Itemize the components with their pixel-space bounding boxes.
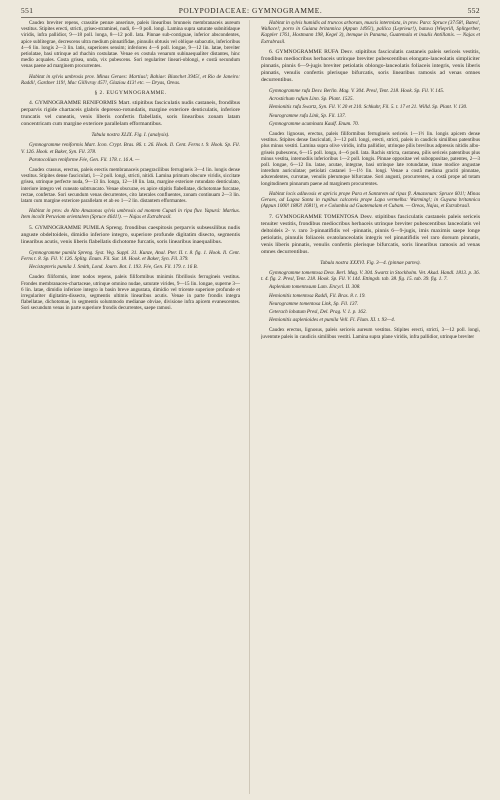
plate-reference: Tabula nostra XLIX. Fig. I. (analysis). [91,132,170,139]
synonym-citation: Acrostichum rufum Linn. Sp. Plant. 1525. [269,96,354,103]
description-paragraph: Caudex erectus, lignosus, paleis sericeis aureum vestitus. Stipites erecti, stricti, 3—12 poll. longi, juventute paleis in caudicis similibus vestiti. Lamina supra plane viridis, infra pallidior, utrinque breviter [261,327,480,340]
description-paragraph: Caudex breviter repens, crassitie pennæ anserinæ, paleis linearibus brunneis membranaceis aureum vestitus. Stipites erecti, stricti, griseo-straminei, nudi, 6—9 poll. longi. Lamina supra saturate subnitidaque viridis, infra pallidior, 9—18 poll. longa, 8—12 poll. lata. Pinnae sub-contiguae, inferior abscondentes, apice sublitegrae, decrescens ultra medium pinnatifidae, pinnulis obtusis vel oblique subacutis, inferioribus 4—6 lin. longis 2—3 lin. latis, superiores sensim; inferiores 4—6 poll. longae, 9—12 lin. latae, breviter petiolatae, basi utrinque ad rhachin costulatae. Venae ex costula venarum subinaequaliter distantes, hinc medio acquales. Costa grisea, unda, vix pubescens. Sori regulariter lineari-oblongi, e costâ secundum venas paene ad marginem procurrentes. [21,20,240,70]
habitat-paragraph: Habitat in prov. do Alto Amazonas sylvis umbrosis ad montem Cupati in ripa fluv. Yapurá: Martius. Item incolit Peruviam orientalem (Spruce 4641!). — Najas et Extrabrasil. [21,208,240,221]
running-title: POLYPODIACEAE: GYMNOGRAMME. [178,6,323,15]
running-header [21,5,480,18]
synonym-citation: Parotocolium reniforme Fée, Gen. Fil. 178. t. 16 A. — [29,156,140,163]
synonym-citation: Hemionitis asplenioides et pumila Vell. Fl. Flum. XI. t. 93—4. [269,317,396,324]
synonym-citation: Gymnogramme acuminata Kaulf. Enum. 70. [269,120,360,127]
species-diagnosis: 6. GYMNOGRAMME RUFA Desv. stipitibus fasciculatis castaneis paleis sericeis vestitis, frondibus mediocribus herbaceis utrinque breviter pubescentibus elongato-lanceolatis simpliciter pinnatis, pinnis 6—9-jugis breviter petiolatis oblongo-lanceolatis foliaceis integris, venis liberis pinnatis, venulis confertis plerisque bifurcatis, soris linearibus ramosis ad venas omnes decurrentibus. [261,48,480,83]
species-diagnosis: 4. GYMNOGRAMME RENIFORMIS Mart. stipitibus fasciculatis nudis castaneis, frondibus perparvis rigide chartaceis glabris depresso-rotundatis, margine exteriore denticulatis, inferiore truncatis vel cuneatis, venis liberis confertis flabellatis, soris linearibus zonam latam concentricam cum margine exteriore parallelam efformantibus. [21,100,240,128]
section-heading: § 2. EUGYMNOGRAMME. [94,90,167,97]
synonym-citation: Hemionitis tomentosa Raddi, Fil. Bras. 8. t. 19. [269,292,366,299]
plate-reference: Tabula nostra XXXVI. Fig. 3—4. (pinnae partes). [320,259,421,266]
synonym-citation: Gymnogramme reniformis Mart. Icon. Crypt. Bras. 86. t. 26. Hook. Il. Cent. Ferns t. 9. Hook. Sp. Fil. V. 126. Hook. et Baker, Syn. Fil. 378. [21,142,240,155]
description-paragraph: Caudex crassus, erectus, paleis erectis membranaceis praegracilibus ferrugineis 3—4 lin. longis dense vestitus. Stipites dense fasciculati, 1—2 poll. longi, stricti, nitidi. Lamina primum obscure viridis, siccitate grisea, utrinque perfecte nuda, 9—13 lin. longa, 12—18 lin. lata, margine exteriore rotundato denticulato, interiore integro vel cuneato subtruncato. Venae obscurae, ex apice stipitis flabellatae, dichotomae furcatae, rectae, confertae. Sori secundum venas decurrentes, cito laterales confluentes, zonam continuam 2—3 lin. latam cum margine exteriore parallelam et ab eo 1—2 lin. distantem efformantes. [21,167,240,205]
synonym-citation: Gymnogramme tomentosa Desv. Berl. Mag. V. 304. Swartz in Stockholm. Vet. Akad. Handl. 1813. p. 36. t. 4. fig. 2. Presl, Tent. 218. Hook. Sp. Fil. V. 144. Ettingsh. tab. 38. fig. 15. tab. 39. fig. 1. 7. [261,269,480,283]
synonym-citation: Hemionitis rufa Swartz, Syn. Fil. V. 20 et 210. Schkuhr, Fil. 5. t. 17 et 21. Willd. Sp. Plant. V. 130. [269,104,468,111]
synonym-citation: Gymnogramme rufa Desv. Berlin. Mag. V. 304. Presl, Tent. 218. Hook. Sp. Fil. V. 145. [269,88,445,95]
two-column-body [21,20,480,794]
description-paragraph: Caudex lignosus, erectus, paleis filiformibus ferrugineis sericeis 1—1½ lin. longis apicem dense vestitus. Stipites dense fasciculati, 3—12 poll. longi, erecti, stricti, paleis in caudicis similibus patentibus plus minus vestiti. Lamina supra olive viridis, infra pallidior, utrinque pilis brevibus adpressis nitidis albo-griseis pubescens, 6—15 poll. longa, 4—6 poll. lata. Rachis stricta, castanea, pilis sericeis patentibus plus minus vestita, internodiis inferioribus 1—2 poll. longis. Pinnae oppositae vel suboppositae, patentes, 2—3 poll. longae, 6—12 lin. latae, acutae, integrae, basi utrinque late rotundatae, imae modice angustae interdum auriculatae; petiolati castanei 1—1½ lin. longi. Venae a costâ mediana graciti pinnatae, adscendentes, curvatae, venulis plerumque bifurcatae. Sori angusti, procurrentes, a costâ prope ad totam longitudinem pinnarum paene ad marginem procurrentes. [261,131,480,187]
synonym-citation: Neurogramme rufa Link, Sp. Fil. 137. [269,112,346,119]
habitat-paragraph: Habitat locis adluvosis et apricis prope Para et Santarem ad ripas fl. Amazonum: Spruce 601!; Minas Geraes, ad Lagoa Santa in rupibus calcareis prope Lapa vermelha: Warming!; in Guyana britannica (Appun 1000! 1883! 1681!), et e Columbia ad Guatemalam et Cubam. — Oreas, Najas, et Extrabrasil. [261,190,480,210]
description-paragraph: Caudex filiformis, inter nodos repens, paleis filiformibus minimis fibrillosis ferrugineis vestitus. Frondes membranaceo-chartaceae, utrinque omnino nudae, saturate virides, 9—15 lin. longae, superne 3—6 lin. latae, dimidio inferiore integro in basin breve angustata, dimidio vel tricente superiore profunde et irregulariter digitatim-dissecto, segmentis ultimis linearibus acutis. Venae in parte frondis integra flabellatae, dichotomae, in segmentis solummodo medianae obviae, divisione infra apicem evanescentes. Sori secundum venas in parte superiore frondis decurrentes, saepe ramosi. [21,274,240,312]
species-diagnosis: 5. GYMNOGRAMME PUMILA Spreng. frondibus caespitosis perparvis subsessilibus nudis anguste obdeltoideis, dimidio inferiore integro, superiore profunde digitatim disecto, segmentis linearibus acutis, venis liberis flabellatis dichotome furcatis, soris linearibus inaequalibus. [21,224,240,245]
habitat-paragraph: Habitat in sylvis umbrosis prov. Minas Geraes: Martius!; Bahiae: Blanchet 3945!, et Rio de Janeiro: Raddi!, Gardner 119!, Mac Gillivray 457!, Glaziou 413! etc. — Dryas, Oreas. [21,73,240,86]
synonym-citation: Gymnogramme pumila Spreng. Syst. Veg. Suppl. 31. Kunze, Anal. Pter. II. t. 8. fig. 1. Hook. Il. Cent. Ferns t. 8. Sp. Fil. V. 126. Splitg. Enum. Fil. Sur. 18. Hook. et Baker, Syn. Fil. 379. [21,249,240,262]
synonym-citation: Asplenium tomentosum Lam. Encycl. II. 308. [269,284,361,291]
page-number-left: 551 [21,6,34,15]
species-diagnosis: 7. GYMNOGRAMME TOMENTOSA Desv. stipitibus fasciculatis castaneis paleis sericeis tenuiter vestitis, frondibus mediocribus herbaceis utrinque breviter pubescentibus lanceolatis vel deltoideis 2- v. raro 3-pinnatifidis vel -pinnatis, pinnis 6—9-jugis, imis maximis saepe longe petiolatis, pinnulis foliaceis ovatolanceolatis integris vel pinnatifidis vel raro dorsum pinnatis, venis liberis pinnatis, venulis confertis plerisque bifurcatis, soris linearibus ramosis ad venas omnes decurrentibus. [261,213,480,255]
habitat-paragraph: Habitat in sylvis humidis ad truncos arborum, muscis intermixta, in prov. Para: Spruce (37/58!, Bates!, Wallace!; porro in Guiana britannica (Appun 1495!), pallica (Leprieur!), batava (Wieprill, Splitgerber, Kappler 1761, Hostmann 198, Kegel 3), itemque in Panama, Guatemala et insulis Antillanis. — Najas et Extrabrasil. [261,20,480,45]
left-column [21,20,240,794]
page-number-right: 552 [467,6,480,15]
column-gutter [249,20,250,794]
synonym-citation: Ceterach lobatum Presl, Del. Prag. V. 1. p. 162. [269,309,367,315]
right-column [261,20,480,794]
synonym-citation: Hecistopteris pumila J. Smith, Lond. Journ. Bot. I. 193. Fée, Gen. Fil. 179. t. 16 B. [29,264,198,271]
synonym-citation: Neurogramme tomentosa Link, Sp. Fil. 137. [269,300,359,307]
